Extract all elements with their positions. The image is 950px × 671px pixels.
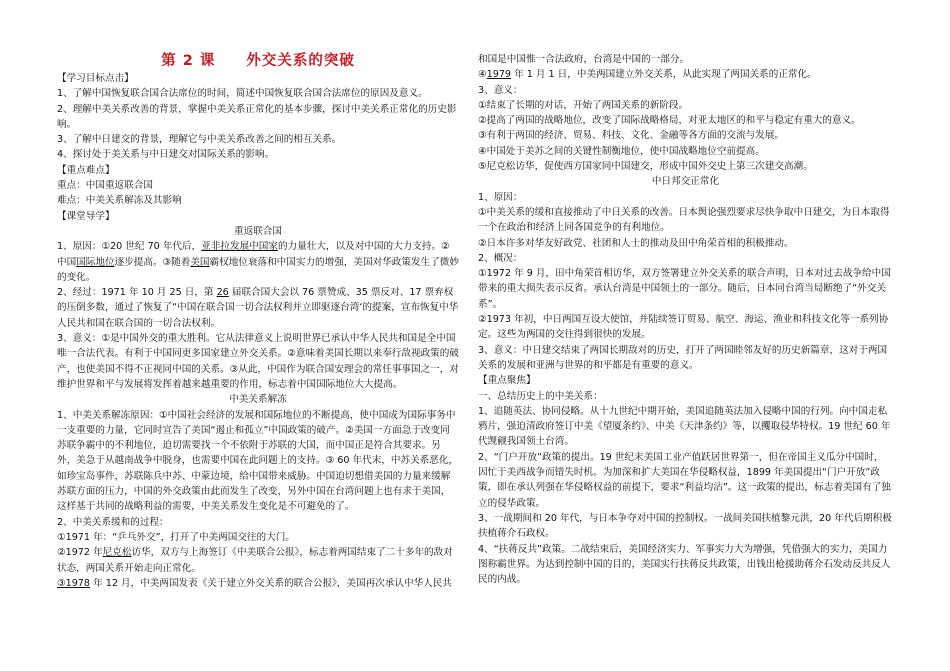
focus-header: 【重点聚焦】 [478, 375, 536, 387]
goal-item: 2、理解中美关系改善的背景，掌握中美关系正常化的基本步骤，探讨中美关系正常化的历史影响。 [57, 103, 457, 130]
paragraph: ③有利于两国的经济、贸易、科技、文化、金融等各方面的交流与发展。 [478, 130, 785, 142]
goal-item: 3、了解中日建交的背景，理解它与中美关系改善之间的相互关系。 [57, 134, 342, 146]
paragraph: 4、“扶蒋反共”政策。二战结束后，美国经济实力、军事实力大为增强，凭借强大的实力，美国力图称霸世界。为达到控制中国的目的，美国实行扶蒋反共政策，出钱出枪援助蒋介石发动反共反人民的内战。 [478, 543, 891, 586]
paragraph: 2、中美关系缓和的过程： [57, 516, 169, 528]
text: ④ [478, 69, 487, 81]
paragraph: ①1971 年：“乒乓外交”，打开了中美两国交往的大门。 [57, 531, 295, 543]
paragraph: ④中国处于美苏之间的关键性制衡地位，使中国战略地位空前提高。 [478, 145, 765, 157]
paragraph: 3、一战期间和 20 年代，与日本争夺对中国的控制权。一战间美国扶植黎元洪，20 年代后期积极扶植蒋介石政权。 [478, 512, 892, 540]
key-header: 【重点难点】 [57, 164, 115, 176]
paragraph [57, 576, 459, 591]
text: 年 12 月，中美两国发表《关于建立外交关系的联合公报》，美国再次承认中华人民共 [90, 577, 452, 589]
paragraph: ②1973 年初，中日两国互设大使馆，并陆续签订贸易、航空、海运、渔业和科技文化等一系列协定。这些为两国的交往得到很快的发展。 [478, 314, 889, 341]
text: 的力量壮大，以及对中国的大力支持。②中国 [57, 241, 450, 268]
goal-item: 1、了解中国恢复联合国合法席位的时间，简述中国恢复联合国合法席位的原因及意义。 [57, 88, 428, 100]
paragraph: 3、意义：中日建交结束了两国长期敌对的历史，打开了两国睦邻友好的历史新篇章，这对于两国关系的发展和亚洲与世界的和平都是有重要的意义。 [478, 344, 888, 371]
text: 届联合国大会以 76 票赞成、35 票反对、17 票弃权的压倒多数，通过了恢复了“中国在联合国一切合法权利并立即驱逐台湾‘的提案，宣布恢复中华人民共和国在联合国的一切合法权利。 [57, 287, 459, 329]
paragraph: ①中美关系的缓和直接推动了中日关系的改善。日本舆论强烈要求尽快争取中日建交，为日本取得一个在政治和经济上同各国竞争的有利地位。 [478, 206, 890, 234]
text: 年 1 月 1 日，中美两国建立外交关系，从此实现了两国关系的正常化。 [511, 69, 817, 81]
goals-header: 【学习目标点击】 [57, 73, 134, 84]
text: 霸权地位衰落和中国实力的增强，美国对华政策发生了微妙的变化。 [57, 256, 459, 283]
right-column [478, 52, 893, 587]
paragraph: ②提高了两国的战略地位，改变了国际战略格局，对亚太地区的和平与稳定有重大的意义。 [478, 115, 861, 127]
text: 1、原因：①20 世纪 70 年代后， [57, 241, 202, 253]
paragraph: 一、总结历史上的中美关系： [478, 390, 603, 402]
section-title-sino-japan: 中日邦交正常化 [651, 176, 720, 188]
paragraph: ⑤尼克松访华，促使西方国家同中国建交，形成中国外交史上第三次建交高潮。 [478, 161, 813, 173]
left-column [57, 52, 459, 591]
paragraph: ②日本许多对华友好政党、社团和人士的推动及田中角荣首相的积极推动。 [478, 237, 794, 249]
key-point: 重点：中国重返联合国 [57, 180, 153, 192]
paragraph [57, 239, 459, 285]
underlined-term: 26 [216, 287, 229, 299]
text: 访华，双方与上海签订《中美联合公报》，标志着两国结束了二十多年的敌对状态，两国关系开始走向正常化。 [57, 547, 453, 574]
paragraph: 2、“门户开放”政策的提出。19 世纪末美国工业产值跃居世界第一，但在帝国主义瓜分中国时，因忙于美西战争而错失时机。为加深和扩大美国在华侵略权益，1899 年美国提出“门户开放”政策，即在承认列强在华侵略权益的前提下，要求“利益均沾”。这一政策的提出，标志着美国有了独立的侵华政策。 [478, 451, 891, 509]
paragraph: 3、意义： [478, 84, 523, 96]
underlined-term: 亚非拉发展中国家 [201, 241, 278, 253]
goal-item: 4、探讨处于美关系与中日建交对国际关系的影响。 [57, 149, 275, 161]
guide-header: 【课堂导学】 [57, 210, 115, 222]
paragraph: 1、追随英法、协同侵略。从十九世纪中期开始，美国追随英法加入侵略中国的行列。向中国走私鸦片，强迫清政府签订中美《望厦条约》、中美《天津条约》等，以攫取侵华特权。19 世纪 60 年代觊觎我国领土台湾。 [478, 405, 891, 448]
paragraph: 3、意义：①是中国外交的重大胜利。它从法律意义上说明世界已承认中华人民共和国是全中国唯一合法代表。有利于中国同更多国家建立外交关系。②意味着美国长期以来奉行敌视政策的破产，也使美国不得不正视同中国的关系。③从此，中国作为联合国安理会的常任事事国之一，对维护世界和平与发展将发挥着越来越重要的作用，标志着中国国际地位大大提高。 [57, 333, 459, 390]
underlined-term: 美国 [190, 256, 210, 268]
underlined-term: ③1978 [57, 577, 91, 589]
paragraph [478, 67, 893, 82]
underlined-term: 尼克松 [102, 547, 132, 559]
text: 逐步提高。③随着 [114, 256, 191, 268]
paragraph: ①1972 年 9 月，田中角荣首相访华，双方签署建立外交关系的联合声明，日本对过去战争给中国带来的重大损失表示反省。承认台湾是中国领土的一部分。随后，日本同台湾当局断绝了“外交关系”。 [478, 268, 891, 310]
lesson-title: 第 2 课 外交关系的突破 [161, 53, 355, 69]
section-title-un: 重返联合国 [234, 225, 282, 237]
text: 2、经过：1971 年 10 月 25 日，第 [57, 287, 217, 299]
difficulty-point: 难点：中美关系解冻及其影响 [57, 195, 182, 207]
underlined-term: 1979 [486, 69, 512, 81]
paragraph: 1、原因： [478, 191, 523, 203]
paragraph: 2、概况： [478, 252, 523, 264]
paragraph [57, 285, 459, 331]
paragraph: ①结束了长期的对话，开始了两国关系的新阶段。 [478, 99, 689, 111]
paragraph: 1、中美关系解冻原因：①中国社会经济的发展和国际地位的不断提高，使中国成为国际事务中一支重要的力量，它同时宣告了美国“遏止和孤立”中国政策的破产。②美国一方面急于改变同苏联争霸中的不利地位，迫切需要找一个不依附于苏联的大国，而中国正是符合其要求。另外，美急于从越南战争中脱身，也需要中国在此问题上的支持。③ 60 年代末，中苏关系恶化，如珍宝岛事件，苏联陈兵中苏、中蒙边境，给中国带来威胁。中国迫切想借美国的力量来缓解苏联方面的压力，中国的外交政策由此而发生了改变，另外中国在台湾问题上也有求于美国，这样基于共同的战略利益的需要，中美关系发生变化是不可避免的了。 [57, 409, 459, 513]
text: ②1972 年 [57, 547, 103, 559]
paragraph: 和国是中国惟一合法政府，台湾是中国的一部分。 [478, 54, 690, 65]
paragraph [57, 545, 459, 576]
section-title-sino-us: 中美关系解冻 [229, 394, 287, 406]
underlined-term: 国际地位 [76, 256, 115, 268]
